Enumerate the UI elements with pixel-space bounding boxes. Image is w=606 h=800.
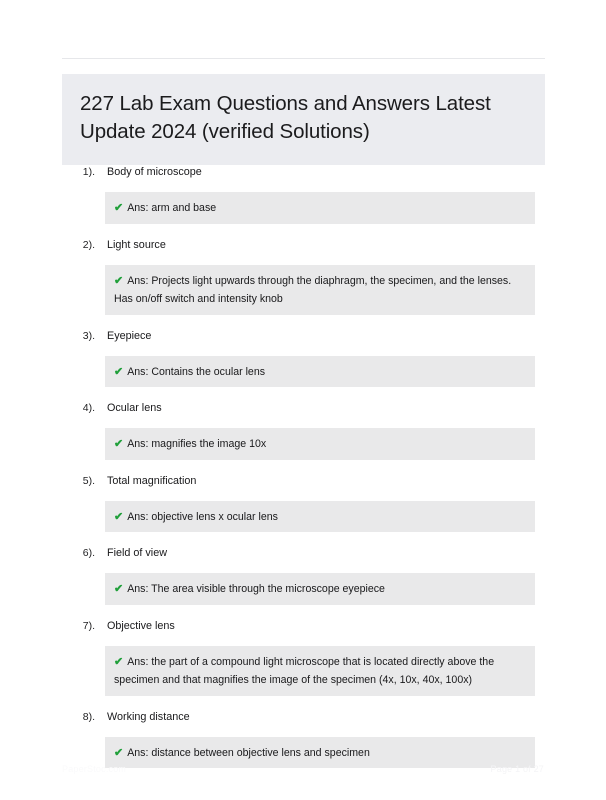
check-icon: ✔ (114, 202, 124, 214)
answer-text: Ans: Contains the ocular lens (127, 365, 266, 378)
question-number: 8). (82, 710, 95, 723)
question-number: 4). (82, 402, 95, 415)
check-icon: ✔ (114, 746, 124, 759)
question-row (0, 473, 606, 490)
answer-text: Ans: objective lens x ocular lens (127, 510, 278, 523)
question-number: 5). (82, 474, 95, 487)
qa-item (0, 400, 606, 460)
page-title: 227 Lab Exam Questions and Answers Latest Update 2024 (verified Solutions) (80, 92, 491, 144)
question-text: Objective lens (107, 619, 175, 632)
answer-text: Ans: The area visible through the microscope eyepiece (127, 583, 385, 596)
qa-item (0, 545, 606, 605)
answer-box (105, 501, 535, 533)
question-number: 7). (82, 619, 95, 632)
question-number: 6). (82, 547, 95, 560)
question-row (0, 328, 606, 345)
answer-text: Ans: distance between objective lens and specimen (127, 746, 370, 759)
question-number: 2). (82, 238, 95, 251)
check-icon: ✔ (114, 655, 124, 668)
question-row (0, 545, 606, 562)
answer-text: Ans: arm and base (127, 202, 217, 214)
answer-text: Ans: magnifies the image 10x (127, 438, 267, 451)
qa-item (0, 709, 606, 769)
header-divider (62, 58, 545, 59)
question-text: Ocular lens (107, 402, 162, 415)
answer-text: Ans: the part of a compound light microscope that is located directly above the specimen and that magnifies the image of the specimen (4x, 10x, 40x, 100x) (114, 655, 495, 687)
question-number: 3). (82, 329, 95, 342)
watermark-label: PaperStoc.com (62, 764, 127, 774)
question-row (0, 618, 606, 635)
question-number: 1). (82, 166, 95, 178)
answer-box (105, 428, 535, 460)
question-row (0, 237, 606, 254)
qa-item (0, 473, 606, 533)
check-icon: ✔ (114, 274, 124, 287)
question-text: Eyepiece (107, 329, 152, 342)
question-row (0, 164, 606, 181)
answer-text: Ans: Projects light upwards through the diaphragm, the specimen, and the lenses. Has on/off switch and intensity knob (114, 274, 512, 306)
page-number-label: Page 1 of 27 (490, 764, 544, 774)
document-title-block (62, 74, 545, 165)
answer-box (105, 646, 535, 696)
answer-box (105, 573, 535, 605)
qa-item (0, 237, 606, 315)
qa-item (0, 618, 606, 696)
check-icon: ✔ (114, 510, 124, 523)
check-icon: ✔ (114, 438, 124, 451)
check-icon: ✔ (114, 583, 124, 596)
qa-item (0, 328, 606, 388)
qa-list (0, 164, 606, 781)
question-row (0, 400, 606, 417)
question-row (0, 709, 606, 726)
answer-box (105, 356, 535, 388)
question-text: Field of view (107, 547, 168, 560)
check-icon: ✔ (114, 365, 124, 378)
question-text: Body of microscope (107, 166, 202, 178)
question-text: Working distance (107, 710, 190, 723)
question-text: Total magnification (107, 474, 197, 487)
question-text: Light source (107, 238, 166, 251)
answer-box (105, 265, 535, 315)
answer-box (105, 192, 535, 224)
page-footer (0, 764, 606, 784)
qa-item (0, 164, 606, 224)
